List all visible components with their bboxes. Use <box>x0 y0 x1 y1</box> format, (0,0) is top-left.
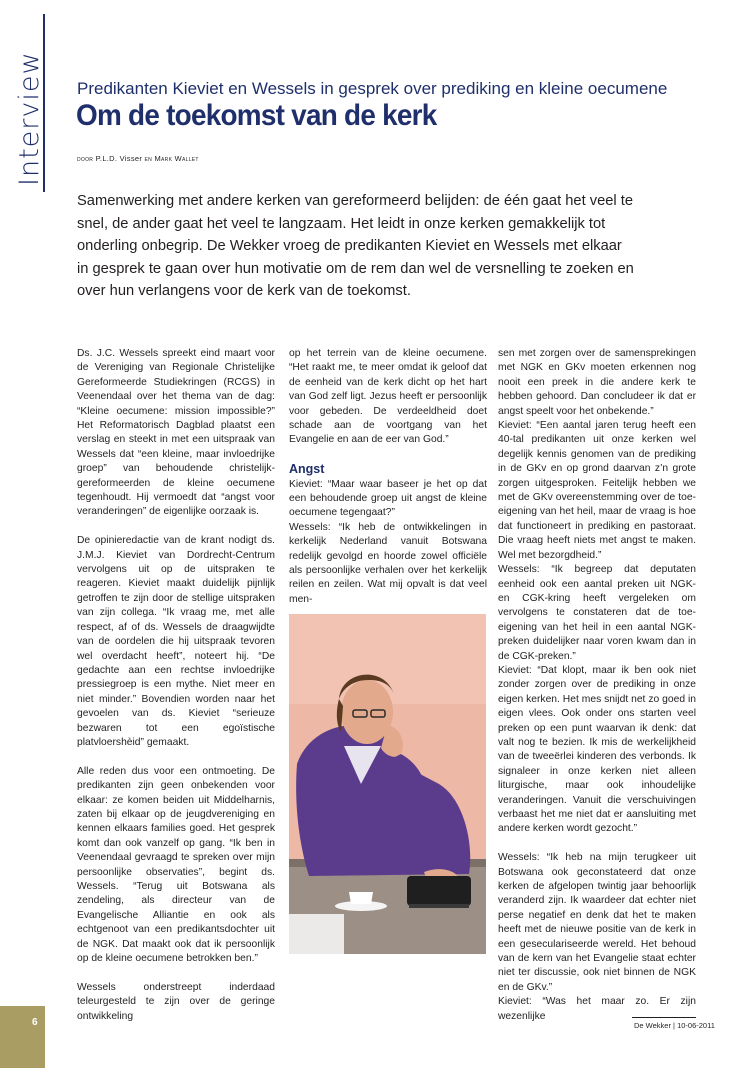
paragraph: sen met zorgen over de samensprekingen met NGK en GKv moeten erkennen nog nooit een preek in die andere kerk te hebben gehoord. Dan concludeer ik dat er angst speelt voor het onbekende.” <box>498 348 696 417</box>
paragraph: Wessels onderstreept inderdaad teleurgesteld te zijn over de geringe ontwikkeling <box>77 981 275 1022</box>
footer-publication: De Wekker | 10-06-2011 <box>634 1021 715 1030</box>
paragraph: Alle reden dus voor een ontmoeting. De predikanten zijn geen onbekenden voor elkaar: ze komen beiden uit Middelharnis, zaten bij elkaar op de jeugdvereniging en kennen elkaars families goed. Het gesprek komt dan ook vanzelf op gang. “Ik ben in Veenendaal gevraagd te spreken over mijn persoonlijke observaties”, begint ds. Wessels. “Terug uit Botswana als zendeling, als directeur van de Evangelische Alliantie en ook als echtgenoot van een predikantsdochter uit de NGK. Dat maakt ook dat ik persoonlijk op de kleine oecumene betrokken ben.” <box>77 765 275 965</box>
text-column-2 <box>289 347 487 622</box>
subheading-angst: Angst <box>289 462 325 477</box>
article-kicker: Predikanten Kieviet en Wessels in gesprek over prediking en kleine oecumene <box>77 79 668 98</box>
byline-author-2: Mark Wallet <box>154 154 199 163</box>
article-headline: Om de toekomst van de kerk <box>76 99 437 132</box>
section-label: Interview <box>14 51 45 186</box>
paragraph: Kieviet: “Een aantal jaren terug heeft een 40-tal predikanten uit onze kerken wel degelijk kennis genomen van de prediking in de GKv en op grond daarvan z’n grote zorgen uitgesproken. Feitelijk hebben we met de GKv overeenstemming over de toe-eigening van het heil, maar de vraag is hoe dat functioneert in prediking en pastoraat. Die vraag heeft niets met angst te maken. Wel met bezorgdheid.” <box>498 420 696 561</box>
paragraph: op het terrein van de kleine oecumene. “Het raakt me, te meer omdat ik geloof dat de eenheid van de kerk dicht op het hart van God zelf ligt. Jezus heeft er persoonlijk voor gebeden. De verdeeldheid doet schade aan de voortgang van het Evangelie en aan de eer van God.” <box>289 348 487 446</box>
text-column-3 <box>498 347 696 1024</box>
paragraph: Wessels: “Ik heb de ontwikkelingen in kerkelijk Nederland vanuit Botswana redelijk gevolgd en hoorde zowel officiële als persoonlijke verhalen over het kerkelijk reilen en zeilen. Wat mij opvalt is dat veel men- <box>289 521 487 605</box>
article-intro: Samenwerking met andere kerken van gereformeerd belijden: de één gaat het veel te snel, de ander gaat het veel te langzaam. Het leidt in onze kerken gemakkelijk tot onderling onbegrip. De Wekker vroeg de predikanten Kieviet en Wessels met elkaar in gesprek te gaan over hun motivatie om de rem dan wel de versnelling te zoeken en over hun verlangens voor de kerk van de toekomst. <box>77 193 634 300</box>
byline <box>77 154 199 163</box>
paragraph: Kieviet: “Maar waar baseer je het op dat een behoudende groep uit angst de kleine oecumene tegengaat?” <box>289 478 487 519</box>
byline-connector: en <box>144 154 153 163</box>
byline-author-1: P.L.D. Visser <box>95 154 143 163</box>
page-number: 6 <box>32 1017 38 1028</box>
paragraph: Wessels: “Ik heb na mijn terugkeer uit Botswana ook geconstateerd dat onze kerken de afgelopen twintig jaar behoorlijk veranderd zijn. Ik waardeer dat echter niet perse negatief en denk dat het te maken heeft met de nieuwe positie van de kerk in een geseculariseerde wereld. Het behoud van de kern van het Evangelie staat echter niet ter discussie, ook niet binnen de NGK en de GKv.” <box>498 852 696 993</box>
paragraph: Ds. J.C. Wessels spreekt eind maart voor de Vereniging van Regionale Christelijke Gereformeerde Studiekringen (RCGS) in Veenendaal over het thema van de dag: “Kleine oecumene: mission impossible?” Het Reformatorisch Dagblad plaatst een verslag en steekt in met een uitspraak van Wessels dat “een kleine, maar invloedrijke groep” van behoudende christelijk-gereformeerden de kleine oecumene tegenhoudt. Hij vermoedt dat “angst voor veranderingen” de eigenlijke oorzaak is. <box>77 348 275 518</box>
byline-prefix: door <box>77 154 94 163</box>
paragraph: Kieviet: “Dat klopt, maar ik ben ook niet zonder zorgen over de prediking in onze eigen kerken. Het mes snijdt net zo goed in eigen vlees. Ook onder ons starten veel preken op een punt waarvan ik denk: dat valt nog te bezien. Ik mis de werkelijkheid van de tweeërlei kinderen des verbonds. Ik signaleer in onze kerken niet alleen liturgische, maar ook inhoudelijke veranderingen. Vanuit die verschuivingen verbaast het me niet dat er aansluiting met andere kerken wordt gezocht.” <box>498 664 696 835</box>
text-column-1 <box>77 347 275 1038</box>
footer-rule <box>632 1017 696 1018</box>
interview-photo <box>289 614 486 954</box>
paragraph: Kieviet: “Was het maar zo. Er zijn wezenlijke <box>498 996 696 1022</box>
paragraph: De opinieredactie van de krant nodigt ds. J.M.J. Kieviet van Dordrecht-Centrum vervolgens uit op de uitspraken te reageren. Kieviet maakt duidelijk pijnlijk getroffen te zijn door de stellige uitspraken van zijn collega. “Ik vraag me, met alle respect, af of ds. Wessels de draagwijdte van de oordelen die hij uitspraak tevoren wel overdacht heeft”, noteert hij. “De gedachte aan een rechtse invloedrijke pressiegroep is een mythe. Niet meer en niet minder.” Bovendien worden naar het gevoelen van ds. Kieviet “serieuze bezwaren tot een egoïstische platvloershèid” gemaakt. <box>77 535 275 748</box>
paragraph: Wessels: “Ik begreep dat deputaten eenheid ook een aantal preken uit NGK- en CGK-kring heeft vergeleken om vervolgens te constateren dat de toe-eigening van het heil in een aantal NGK-preken duidelijker naar voren kwam dan in de CGK-preken.” <box>498 564 696 662</box>
page-number-box <box>0 1006 45 1068</box>
